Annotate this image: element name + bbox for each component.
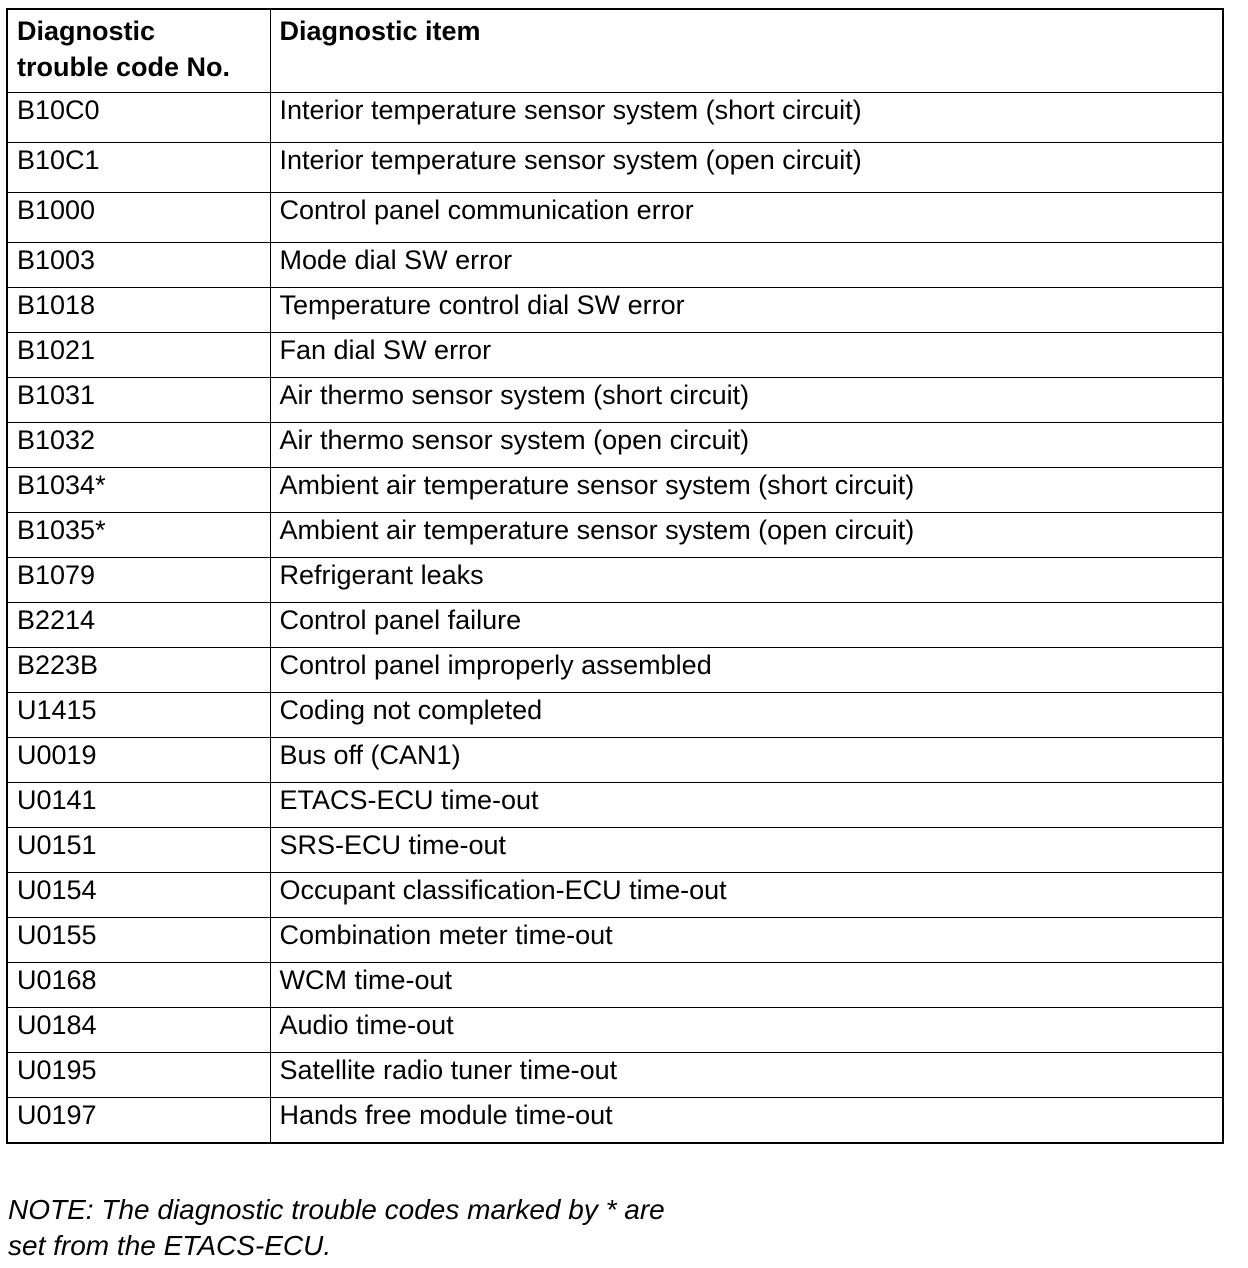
dtc-code-cell: B2214 — [7, 603, 270, 648]
table-row — [7, 693, 1223, 738]
table-header-row — [7, 9, 1223, 93]
table-row — [7, 423, 1223, 468]
dtc-code-cell: B1003 — [7, 243, 270, 288]
table-row — [7, 1008, 1223, 1053]
table-body — [7, 93, 1223, 1143]
table-row — [7, 513, 1223, 558]
dtc-code-cell: U0019 — [7, 738, 270, 783]
table-row — [7, 918, 1223, 963]
table-row — [7, 1053, 1223, 1098]
header-code: Diagnostic trouble code No. — [7, 9, 270, 93]
dtc-code-cell: U0151 — [7, 828, 270, 873]
table-row — [7, 648, 1223, 693]
dtc-item-cell: Hands free module time-out — [270, 1098, 1223, 1143]
dtc-code-cell: B1079 — [7, 558, 270, 603]
dtc-code-cell: U0155 — [7, 918, 270, 963]
table-row — [7, 288, 1223, 333]
dtc-code-cell: B1000 — [7, 193, 270, 243]
dtc-code-cell: U0141 — [7, 783, 270, 828]
dtc-code-cell: B1018 — [7, 288, 270, 333]
dtc-table — [6, 8, 1224, 1144]
dtc-code-cell: U1415 — [7, 693, 270, 738]
dtc-item-cell: ETACS-ECU time-out — [270, 783, 1223, 828]
dtc-item-cell: Mode dial SW error — [270, 243, 1223, 288]
table-row — [7, 468, 1223, 513]
dtc-item-cell: Control panel communication error — [270, 193, 1223, 243]
dtc-code-cell: U0154 — [7, 873, 270, 918]
dtc-item-cell: Ambient air temperature sensor system (open circuit) — [270, 513, 1223, 558]
dtc-code-cell: U0195 — [7, 1053, 270, 1098]
table-row — [7, 193, 1223, 243]
dtc-item-cell: Interior temperature sensor system (short circuit) — [270, 93, 1223, 143]
table-row — [7, 873, 1223, 918]
table-row — [7, 378, 1223, 423]
dtc-item-cell: SRS-ECU time-out — [270, 828, 1223, 873]
dtc-code-cell: U0184 — [7, 1008, 270, 1053]
dtc-item-cell: Bus off (CAN1) — [270, 738, 1223, 783]
footnote: NOTE: The diagnostic trouble codes marked by * are set from the ETACS-ECU. — [8, 1194, 665, 1261]
dtc-code-cell: B10C1 — [7, 143, 270, 193]
table-row — [7, 243, 1223, 288]
dtc-item-cell: Coding not completed — [270, 693, 1223, 738]
table-row — [7, 828, 1223, 873]
dtc-item-cell: Occupant classification-ECU time-out — [270, 873, 1223, 918]
dtc-item-cell: Air thermo sensor system (short circuit) — [270, 378, 1223, 423]
dtc-code-cell: B1021 — [7, 333, 270, 378]
dtc-item-cell: Temperature control dial SW error — [270, 288, 1223, 333]
header-item: Diagnostic item — [270, 9, 1223, 93]
dtc-item-cell: Refrigerant leaks — [270, 558, 1223, 603]
table-row — [7, 558, 1223, 603]
dtc-code-cell: B1032 — [7, 423, 270, 468]
dtc-code-cell: B1035* — [7, 513, 270, 558]
dtc-item-cell: Ambient air temperature sensor system (short circuit) — [270, 468, 1223, 513]
dtc-item-cell: Control panel failure — [270, 603, 1223, 648]
dtc-code-cell: B1031 — [7, 378, 270, 423]
dtc-item-cell: Control panel improperly assembled — [270, 648, 1223, 693]
dtc-item-cell: Air thermo sensor system (open circuit) — [270, 423, 1223, 468]
table-row — [7, 143, 1223, 193]
table-row — [7, 738, 1223, 783]
table-row — [7, 783, 1223, 828]
dtc-code-cell: U0197 — [7, 1098, 270, 1143]
dtc-item-cell: Fan dial SW error — [270, 333, 1223, 378]
table-row — [7, 603, 1223, 648]
dtc-code-cell: B10C0 — [7, 93, 270, 143]
dtc-item-cell: Satellite radio tuner time-out — [270, 1053, 1223, 1098]
dtc-code-cell: B223B — [7, 648, 270, 693]
dtc-code-cell: U0168 — [7, 963, 270, 1008]
dtc-item-cell: Audio time-out — [270, 1008, 1223, 1053]
table-row — [7, 1098, 1223, 1143]
dtc-item-cell: Combination meter time-out — [270, 918, 1223, 963]
dtc-item-cell: WCM time-out — [270, 963, 1223, 1008]
table-row — [7, 963, 1223, 1008]
dtc-code-cell: B1034* — [7, 468, 270, 513]
table-row — [7, 93, 1223, 143]
table-row — [7, 333, 1223, 378]
dtc-item-cell: Interior temperature sensor system (open circuit) — [270, 143, 1223, 193]
